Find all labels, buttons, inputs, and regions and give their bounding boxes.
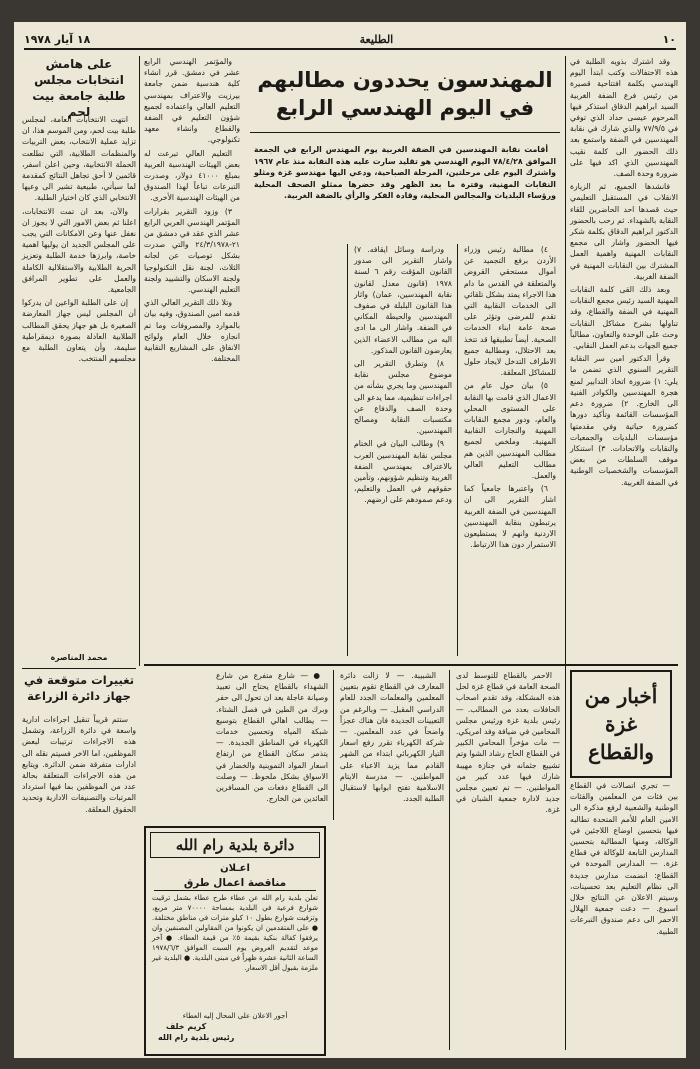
lead-headline-line2: في اليوم الهندسي الرابع	[275, 96, 535, 120]
right-column-para: وبعد ذلك القى كلمة النقابات المهنية السيد رئيس مجمع النقابات المهنية في الضفة والقطاع، وقد تناولها بشرح مشاكل النقابات وحث على الوحدة والتعاون، مطالباً جميع الجهات بدعم العمل النقابي.	[570, 285, 678, 351]
column-divider	[333, 670, 334, 820]
gaza-news-col2	[456, 670, 560, 1050]
municipality-ad	[144, 826, 326, 1056]
column-divider	[139, 56, 140, 666]
gaza-news-label: أخبار من غزة والقطاع	[584, 684, 658, 764]
column-divider	[449, 670, 450, 1050]
lead-para: ٥) بيان حول عام من الاعمال الذي قامت بها النقابة على المستوى المحلي والعام، ودور مجمع النقابات المهنية والنجارات النقابية المهنية. وملخص لجميع مطالب المهندسين الذين هم مطالب التعليم العالي والعمل.	[464, 381, 556, 481]
ad-subtitle: اعـلان	[220, 863, 250, 874]
student-elections-title: على هامش انتخابات مجلس طلبة جامعة بيت لحم	[32, 57, 126, 119]
gaza-news-col4	[216, 670, 328, 820]
gaza-news-label-box	[570, 670, 672, 778]
section-divider	[144, 664, 678, 666]
lead-intro-text: أقامت نقابة المهندسين في الضفة الغربية يوم المهندس الرابع في الجمعة الموافق ٧٨/٤/٢٨ اليوم الهندسي هو تقليد سارت عليه هذه النقابة منذ عام ١٩٦٧ واشترك اليوم على مرحلتين، المرحلة الصباحية، ودعي اليها مهندسو غزة ومثلو النقابات المهنية، وفترة ما بعد الظهر وقد حضرها ممثلو الصحف المحلية ورؤساء البلديات والمجالس المحلية، وقادة الفكر والرأي بالضفة الغربية.	[254, 145, 556, 201]
student-elections-para: إن على الطلبة الواعين ان يدركوا أن المجلس ليس جهاز المعارضة الصغيرة بل هو جهاز يحقق المطالب الطلابية العادلة بصورة ديمقراطية سليمة، وأن يتعاون الطلبة مع مجلسهم المنتخب.	[22, 298, 136, 364]
right-column-para: وقرأ الدكتور امين سر النقابة التقرير السنوي الذي تضمن ما يلي: ١) ضرورة اتخاذ التدابير لمنع هجرة المهندسين والكوادر الفنية الى الخارج. ٢) ضرورة دعم المؤسسات القائمة وتأكيد دورها كضرورة حياتية وفي مقدمتها مؤسسات البلديات والجمعيات والنقابات والاتحادات. ٣) استنكار موقف السلطات من بعض المؤسسات والشخصيات الوطنية في الضفة الغربية.	[570, 354, 678, 487]
gaza-news-text: — تجري اتصالات في القطاع بين فئات من المعلمين والفئات الوطنية والشعبية لرفع مذكرة الى الامين العام للأمم المتحدة تطالبه فيها بتحسين اوضاع اللاجئين في الوكالة، ومنها المطالبة بتحسين المدارس التابعة للوكالة في قطاع غزة. — المدارس الموحدة في القطاع: انضمت مدارس جديدة الى نظام التعليم بعد تحسينات، وسيتم الاعلان عن النتائج خلال اسبوع. — دعت جمعية الهلال الاحمر الى دعم صندوق التبرعات الطبية.	[570, 781, 678, 936]
ad-body: تعلن بلدية رام الله عن عطاء طرح عطاء بشمل ترقيت شوارع فرعية في البلدية بمساحة ٧٠٠٠٠ متر مربع، وتزفيت شوارع بطول ١٠ كيلو مترات في مناطق مختلفة. ● على المتقدمين ان يكونوا من المقاولين المصنفين وان يرفقوا كفالة بنكية بقيمة ٥٪ من قيمة العطاء. ● آخر موعد لتقديم العروض يوم السبت الموافق ١٩٧٨/٦/٣ الساعة الثانية عشرة ظهراً في مبنى البلدية. ● البلدية غير ملزمة بقبول أقل الاسعار.	[152, 894, 319, 972]
right-column-para: فانشدها الجميع، ثم الزيارة الانقلاب في المستقبل التعليمي حيث قصدها احد الحاضرين للقاء النقابة بالشهداء. ثم رحب بالحضور الدكتور ابراهيم الدقاق بكلمة شكر فيها الحضور واشار الى مجمع النقابات المهنية واهمية العمل المشترك بين النقابات المهنية في الضفة الغربية.	[570, 182, 678, 281]
gaza-news-text: الشبيبة. — لا زالت دائرة المعارف في القطاع تقوم بتعيين المعلمين والمعلمات الجدد للعام الدراسي المقبل. — وبالرغم من التعيينات الجديدة فان هناك عجزاً واضحاً في عدد المعلمين. — شركة الكهرباء تقرر رفع اسعار التيار الكهربائي ابتداء من الشهر القادم مما يزيد الاعباء على المواطنين. — مدرسة الايتام الاسلامية تفتح ابوابها لاستقبال الطلبة الجدد.	[340, 671, 444, 804]
lead-para: ٦) واعتبرها جامعياً كما اشار التقرير الى ان المهندسين في الضفة الغربية يرتبطون بنقابة المهندسين الاردنية وانهم لا يستطيعون الاستمرار دون هذا الارتباط.	[464, 484, 556, 550]
lead-para: التعليم العالي تبرعت له بعض الهيئات الهندسية العربية بمبلغ ٤١٠٠٠ دولار، وصدرت التبرعات تباعاً لهذا الصندوق من الهيئات الهندسية الأخرى.	[144, 148, 240, 203]
gaza-news-col3	[340, 670, 444, 1050]
lead-para: ودراسة وسائل ايقافه. ٧) واشار التقرير الى صدور القانون المؤقت رقم ٦ لسنة ١٩٧٨ (قانون معدل لقانون نقابة المهندسين، عمان) واثار هذا القانون البلبلة في صفوف المهندسين والحيطة المكاني في الضفة. واشار الى ما ادى اليه من مطالب الاعضاء الذين يعارضون القانون المذكور.	[354, 245, 453, 355]
ad-signature-title: رئيس بلدية رام الله	[158, 1033, 235, 1042]
column-divider	[347, 244, 348, 656]
lead-column-right	[464, 244, 556, 656]
section-rule	[22, 668, 136, 669]
gaza-news-text: ● — شارع متفرع من شارع الشهداء بالقطاع يحتاج الى تعبيد وصيانة عاجلة بعد ان تحول الى حفر وبرك من الطين في فصل الشتاء. — يطالب اهالي القطاع بتوسيع شبكة المياه وتحسين خدمات الكهرباء في المناطق الجديدة. — يتذمر سكان القطاع من ارتفاع اسعار المواد التموينية والخضار في الاسواق بشكل ملحوظ. — وصلت الى القطاع دفعات من المسافرين العائدين من الخارج.	[216, 671, 328, 804]
lead-para: والمؤتمر الهندسي الرابع عشر في دمشق. قرر انشاء كلية هندسية ضمن جامعة بيرزيت والاعتراف بمهندسي التعليم العالي واعتماده لجميع شؤون التعليم في الضفة والقطاع وانشاء معهد تكنولوجي.	[144, 57, 240, 145]
gaza-news-text: الاحمر بالقطاع للتوسط لدى الصحة العامة في قطاع غزة لحل هذه المشكلة، وقد تقدم اصحاب الحافلات بعدد من المطالب. — رئيس بلدية غزة ورئيس مجلس المحامين في ضيافة وفد امريكي. — مات مؤخراً المحامي الكبير في القطاع الحاج رشاد الشوا وتم تشييع جثمانه في جنازة مهيبة شارك فيها عدد كبير من المواطنين. — تم تعيين مجلس جديد لادارة جمعية الشبان في غزة.	[456, 671, 560, 815]
lead-para: وتلا ذلك التقرير العالي الذي قدمه امين الصندوق، وفيه بيان بالموارد والمصروفات وما تم انجازه خلال العام ولوائح الانفاق على المشاريع النقابية المختلفة.	[144, 298, 240, 364]
student-elections-byline: محمد المناصرة	[50, 653, 108, 662]
lead-headline-line1: المهندسون يحددون مطالبهم	[257, 68, 553, 92]
column-divider	[565, 670, 566, 1050]
ad-heading: مناقصة اعمال طرق	[154, 876, 316, 891]
page-number: ١٠	[662, 32, 676, 46]
gaza-news-col1	[570, 780, 678, 1050]
lead-para: ٤) مطالبة رئيس وزراء الأردن برفع التجميد عن أموال مستحقي القروض والمتعلقة في القدس ما دام هذا الاجراء يمتد بشكل تلقائي الى الخدمات النقابية التي تقدم للمرضى وتؤثر على صحة عامة ابناء الخدمات الصحية. أيضاً تطبيقها قد تتخذ بعد الاحتلال، ومطالبة جميع الاطراف التدخل لايجاد حلول للمشاكل المعلقة.	[464, 245, 556, 378]
lead-para: ٩) وطالب البيان في الختام مجلس نقابة المهندسين العرب بالاعتراف بمهندسي الضفة الغربية وتنظيم شؤونهم، وتأمين حقوقهم في العمل والتعليم، ودعم صمودهم على ارضهم.	[354, 439, 452, 505]
student-elections-para: انتهت الانتخابات العامة، لمجلس طلبة بيت لحم، ومن الموسم هذا، ان تزايد عملية الانتخاب، بعض التربيات والمنظمات الطلابية، التي تطلعت الحملة الانتخابية، وحين اعلن اسفر، قائمين لا أحق تجاهل النتائج كمقدمة لما سيأتي، طبيعية تشير الى وعيها الانتخابي الذي كان اختيار الطلبة.	[22, 115, 136, 203]
lead-para: ٣) وزود التقرير بقرارات المؤتمر الهندسي العربي الرابع عشر الذي عقد في دمشق من ٢١-٢٤/٣/١٩٧٨ والتي صدرت بشكل توصيات عن لجانه الثلاث، لجنة نقل التكنولوجيا ولجنة الاسكان والتشييد ولجنة التعليم الهندسي.	[144, 206, 240, 295]
lead-column-far-left	[144, 56, 240, 656]
agriculture-text: ستتم قريباً تنقيل اجراءات ادارية واسعة في دائرة الزراعة، وتشمل هذه الاجراءات ترتيبات لبعض الموظفين، اما الاخر فسيتم نقله الى ادارات متفرقة ضمن الدائرة. ويتابع من هذه الاجراءات المتعلقة بحالة عدد من الموظفين بما فيها استرداد المرتبات والتصنيفات الادارية وتحديد الحقوق المعلقة.	[22, 715, 136, 814]
lead-column-left	[244, 56, 344, 656]
ad-signature-name: كريم خلف	[166, 1022, 207, 1031]
lead-para: ٨) وتطرق التقرير الى موضوع مجلس نقابة المهندسين وما يجري بشأنه من اجراءات تنظيمية، مما يدعو الى وحدة الصف والدفاع عن مكتسبات النقابة ومصالح المهندسين.	[354, 359, 452, 436]
ad-footer: أجور الاعلان على المحال إليه العطاء	[182, 1012, 288, 1020]
right-column-para: وقد اشترك بذويه الطلبة في هذه الاحتفالات وكتب ابتدأ اليوم الهندسي بكلمة افتتاحية قصيرة من رئيس فرع الضفة الغربية السيد ابراهيم الدقاق استذكر فيها المرحوم عيسى حداد الذي توفي في ٧٧/٩/٥ والذي شارك في نقابة المهندسين في الضفة واستمع بعد ذلك الحضور الى كلمة نقيب المهندسين الذي اكد فيها على ضرورة وحدة الصف.	[570, 57, 678, 179]
section-title: الطليعة	[359, 32, 394, 46]
column-divider	[457, 244, 458, 656]
lead-column-middle	[354, 244, 452, 656]
issue-date: ١٨ آيار ١٩٧٨	[24, 32, 91, 46]
page-header	[24, 30, 676, 50]
agriculture-body	[22, 714, 136, 814]
student-elections-para: والآن، بعد ان تمت الانتخابات، اعلنا ثم بعض الامور التي لا يجوز ان نغفل عنها وعن الامكانات التي يجب على المجلس الجديد ان يوليها اهمية خاصة، وابرزها خدمة الطلبة وتعزيز الحرية الطلابية والاستقلالية الكاملة والعمل على تطوير المرافق الجامعية.	[22, 206, 136, 295]
agriculture-title: تغييرات متوقعة في جهاز دائرة الزراعة	[23, 673, 135, 703]
newspaper-page	[14, 22, 686, 1058]
ad-title: دائرة بلدية رام الله	[175, 836, 295, 854]
student-elections-body	[22, 114, 136, 650]
